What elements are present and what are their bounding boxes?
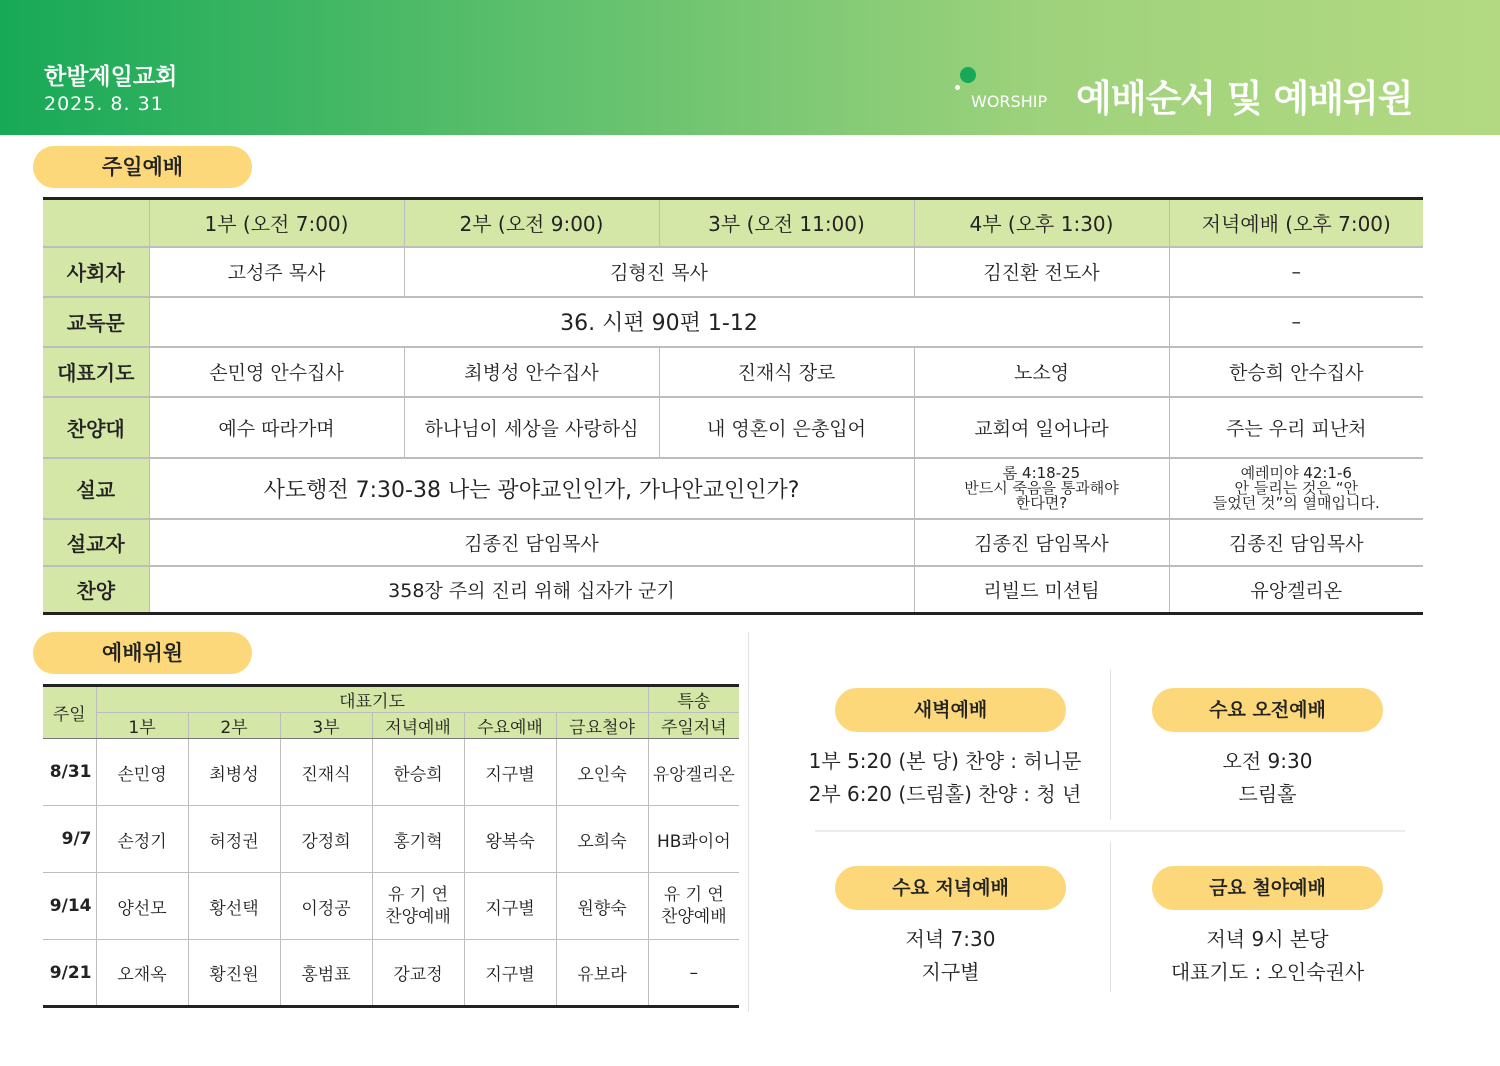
row-label: 교독문 (43, 297, 149, 347)
sunday-worship-label: 주일예배 (33, 146, 252, 188)
dawn-service-label: 새벽예배 (835, 688, 1066, 732)
sermon-text-line: 한다면? (1015, 493, 1068, 512)
table-cell: 노소영 (914, 347, 1169, 397)
members-table (43, 684, 739, 1008)
wed-morning-service-info (1122, 745, 1413, 811)
wed-evening-line: 저녁 7:30 (905, 927, 996, 951)
date-cell: 8/31 (43, 739, 96, 806)
table-cell: 리빌드 미션팀 (914, 566, 1169, 614)
dawn-service-line: 2부 6:20 (드림홀) 찬양 : 청 년 (808, 782, 1082, 806)
fri-night-line: 대표기도 : 오인숙권사 (1170, 960, 1365, 984)
column-header: 3부 (오전 11:00) (659, 199, 914, 247)
column-header: 저녁예배 (오후 7:00) (1169, 199, 1423, 247)
table-cell: 유앙겔리온 (648, 739, 739, 806)
sermon-text-line: 들었던 것”의 열매입니다. (1212, 493, 1380, 512)
table-cell: 교회여 일어나라 (914, 397, 1169, 458)
panel-divider (1110, 842, 1111, 992)
column-header: 3부 (280, 713, 372, 739)
table-cell: 지구별 (464, 739, 556, 806)
table-cell: 김종진 담임목사 (914, 519, 1169, 566)
table-cell: 황선택 (188, 873, 280, 940)
table-row (43, 247, 1423, 297)
table-cell: 최병성 안수집사 (404, 347, 659, 397)
fri-night-service-info (1122, 923, 1413, 989)
table-cell: 황진원 (188, 940, 280, 1007)
members-header-row (43, 686, 739, 713)
table-cell: 김형진 목사 (404, 247, 914, 297)
table-cell (1169, 458, 1423, 519)
table-cell: 내 영혼이 은총입어 (659, 397, 914, 458)
table-cell: 유보라 (556, 940, 648, 1007)
panel-divider (748, 632, 749, 1012)
worship-small-dot-icon (955, 85, 960, 90)
table-cell: 오희숙 (556, 806, 648, 873)
wed-evening-service-info (805, 923, 1096, 989)
page-title: 예배순서 및 예배위원 (1076, 77, 1413, 120)
sermon-text-line: 예레미야 42:1-6 (1240, 463, 1352, 482)
row-label: 대표기도 (43, 347, 149, 397)
table-cell: – (1169, 247, 1423, 297)
church-name: 한밭제일교회 (44, 64, 178, 90)
row-label: 찬양대 (43, 397, 149, 458)
table-row (43, 739, 739, 806)
bulletin-date: 2025. 8. 31 (44, 93, 164, 115)
wed-morning-line: 드림홀 (1238, 782, 1297, 806)
table-cell: 한승희 (372, 739, 464, 806)
column-header: 저녁예배 (372, 713, 464, 739)
members-subheader-row (43, 713, 739, 739)
table-cell: – (1169, 297, 1423, 347)
table-cell: 강교정 (372, 940, 464, 1007)
table-cell: 하나님이 세상을 사랑하심 (404, 397, 659, 458)
table-row (43, 873, 739, 940)
date-cell: 9/21 (43, 940, 96, 1007)
table-cell: 사도행전 7:30-38 나는 광야교인인가, 가나안교인인가? (149, 458, 914, 519)
column-header: 1부 (96, 713, 188, 739)
table-cell: 오인숙 (556, 739, 648, 806)
table-header-row (43, 199, 1423, 247)
corner-cell (43, 199, 149, 247)
table-cell: 최병성 (188, 739, 280, 806)
table-cell: 한승희 안수집사 (1169, 347, 1423, 397)
special-header: 특송 (648, 686, 739, 713)
column-header: 2부 (188, 713, 280, 739)
table-cell (914, 458, 1169, 519)
column-header: 2부 (오전 9:00) (404, 199, 659, 247)
sermon-text-line: 롬 4:18-25 (1002, 463, 1081, 482)
table-cell: 손민영 (96, 739, 188, 806)
table-cell: 김진환 전도사 (914, 247, 1169, 297)
table-cell: 김종진 담임목사 (1169, 519, 1423, 566)
table-cell: 고성주 목사 (149, 247, 404, 297)
table-row (43, 566, 1423, 614)
sunday-worship-table (43, 197, 1423, 615)
table-cell: 유앙겔리온 (1169, 566, 1423, 614)
table-row (43, 297, 1423, 347)
panel-divider (815, 830, 1405, 832)
prayer-header: 대표기도 (96, 686, 648, 713)
table-cell: 이정공 (280, 873, 372, 940)
date-cell: 9/14 (43, 873, 96, 940)
table-cell: 양선모 (96, 873, 188, 940)
table-cell: 왕복숙 (464, 806, 556, 873)
worship-en-label: WORSHIP (971, 92, 1048, 111)
panel-divider (1110, 670, 1111, 820)
fri-night-service-label: 금요 철야예배 (1152, 866, 1383, 910)
table-row (43, 806, 739, 873)
table-cell: 진재식 (280, 739, 372, 806)
table-cell: 예수 따라가며 (149, 397, 404, 458)
table-cell: 김종진 담임목사 (149, 519, 914, 566)
table-cell: 원향숙 (556, 873, 648, 940)
table-cell: 지구별 (464, 940, 556, 1007)
table-cell: 홍기혁 (372, 806, 464, 873)
column-header: 4부 (오후 1:30) (914, 199, 1169, 247)
row-label: 찬양 (43, 566, 149, 614)
table-row (43, 397, 1423, 458)
table-cell: – (648, 940, 739, 1007)
date-cell: 9/7 (43, 806, 96, 873)
dawn-service-info (790, 745, 1100, 811)
sermon-text-line: 안 들리는 것은 “안 (1234, 478, 1358, 497)
wed-evening-service-label: 수요 저녁예배 (835, 866, 1066, 910)
table-cell: 강정희 (280, 806, 372, 873)
wed-morning-service-label: 수요 오전예배 (1152, 688, 1383, 732)
table-cell: 358장 주의 진리 위해 십자가 군기 (149, 566, 914, 614)
table-cell: HB콰이어 (648, 806, 739, 873)
members-label: 예배위원 (33, 632, 252, 674)
table-cell: 오재옥 (96, 940, 188, 1007)
column-header: 금요철야 (556, 713, 648, 739)
table-cell: 손민영 안수집사 (149, 347, 404, 397)
wed-evening-line: 지구별 (921, 960, 980, 984)
sermon-text-line: 반드시 죽음을 통과해야 (964, 478, 1119, 497)
table-cell: 유 기 연 찬양예배 (372, 873, 464, 940)
worship-dot-icon (960, 67, 976, 83)
table-cell: 손정기 (96, 806, 188, 873)
table-cell: 주는 우리 피난처 (1169, 397, 1423, 458)
fri-night-line: 저녁 9시 본당 (1206, 927, 1329, 951)
column-header: 1부 (오전 7:00) (149, 199, 404, 247)
table-row (43, 940, 739, 1007)
table-cell: 지구별 (464, 873, 556, 940)
page-header (0, 0, 1500, 135)
table-cell: 36. 시편 90편 1-12 (149, 297, 1169, 347)
row-label: 설교자 (43, 519, 149, 566)
row-label: 설교 (43, 458, 149, 519)
date-header: 주일 (43, 686, 96, 739)
column-header: 수요예배 (464, 713, 556, 739)
table-row (43, 458, 1423, 519)
table-cell: 홍범표 (280, 940, 372, 1007)
table-row (43, 519, 1423, 566)
table-cell: 유 기 연 찬양예배 (648, 873, 739, 940)
wed-morning-line: 오전 9:30 (1222, 749, 1313, 773)
column-header: 주일저녁 (648, 713, 739, 739)
dawn-service-line: 1부 5:20 (본 당) 찬양 : 허니문 (808, 749, 1082, 773)
table-row (43, 347, 1423, 397)
table-cell: 허정권 (188, 806, 280, 873)
table-cell: 진재식 장로 (659, 347, 914, 397)
row-label: 사회자 (43, 247, 149, 297)
